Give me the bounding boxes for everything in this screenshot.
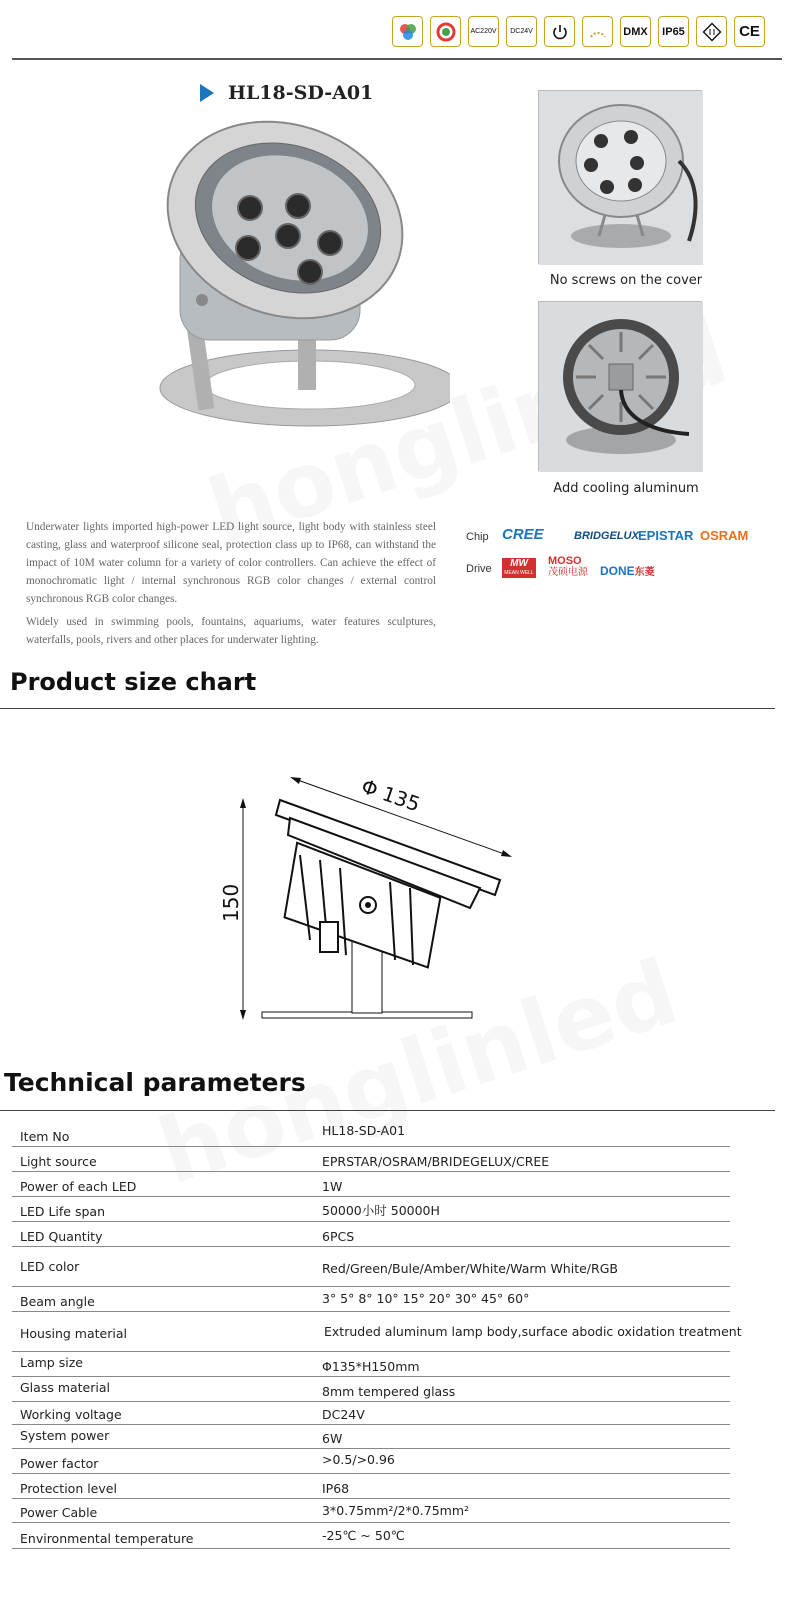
spec-value: >0.5/>0.96: [322, 1452, 395, 1467]
spec-value: 8mm tempered glass: [322, 1384, 456, 1399]
spec-label: Protection level: [20, 1481, 117, 1496]
table-row: [12, 1377, 730, 1402]
brand-meanwell-logo: MW: [510, 558, 528, 569]
brand-meanwell: [502, 558, 536, 578]
tech-title: Technical parameters: [4, 1068, 306, 1097]
table-row: [12, 1474, 730, 1499]
spec-value: 3*0.75mm²/2*0.75mm²: [322, 1503, 470, 1518]
spec-value: Φ135*H150mm: [322, 1359, 420, 1374]
brand-done-logo: DONE: [600, 564, 635, 578]
brand-moso: [548, 556, 588, 579]
spec-label: Glass material: [20, 1380, 110, 1395]
spec-value: 6PCS: [322, 1229, 355, 1244]
spec-label: Power Cable: [20, 1505, 98, 1520]
dimming-icon: [582, 16, 613, 47]
ce-icon: CE: [734, 16, 765, 47]
table-row: [12, 1287, 730, 1312]
product-model: HL18-SD-A01: [228, 82, 374, 104]
diameter-label: Φ 135: [358, 774, 424, 817]
ac220v-icon: [468, 16, 499, 47]
spec-label: Beam angle: [20, 1294, 95, 1309]
table-row: [12, 1247, 730, 1287]
spec-label: Environmental temperature: [20, 1531, 194, 1546]
table-row: [12, 1197, 730, 1222]
divider: [12, 58, 782, 60]
play-arrow-icon: [200, 84, 214, 102]
brand-moso-text: 茂硕电源: [548, 567, 588, 578]
spec-value: 6W: [322, 1431, 343, 1446]
power-icon: [544, 16, 575, 47]
ip65-icon: IP65: [658, 16, 689, 47]
height-label: 150: [219, 883, 243, 922]
spec-label: Working voltage: [20, 1407, 122, 1422]
drive-label: Drive: [466, 563, 492, 575]
spec-label: Light source: [20, 1154, 97, 1169]
description-paragraph: Widely used in swimming pools, fountains, aquariums, water features sculptures, waterfalls, pools, rivers and other places for underwater lighting.: [26, 616, 436, 646]
table-row: [12, 1222, 730, 1247]
brand-moso-logo: MOSO: [548, 555, 582, 567]
color-change-icon: [430, 16, 461, 47]
brand-epistar: EPISTAR: [638, 528, 694, 543]
table-row: [12, 1425, 730, 1449]
cooling-photo-image: [539, 302, 703, 472]
size-chart-title: Product size chart: [10, 668, 257, 696]
brand-meanwell-text: MEAN WELL: [504, 570, 534, 576]
table-row: [12, 1449, 730, 1474]
spec-label: LED Life span: [20, 1204, 105, 1219]
spec-label: Item No: [20, 1129, 70, 1144]
photo-cover: [538, 90, 702, 264]
description-paragraph: Underwater lights imported high-power LED light source, light body with stainless steel casting, glass and waterproof silicone seal, protection class up to IP68, can withstand the impact of 10M water column for a variety of color controllers. Can achieve the effect of monochromatic light / internal synchronous RGB color changes / external control synchronous RGB color changes.: [26, 521, 436, 605]
spec-label: Power factor: [20, 1456, 99, 1471]
spec-label: LED color: [20, 1259, 80, 1274]
brand-done-text: 东菱: [634, 567, 655, 578]
spec-value: EPRSTAR/OSRAM/BRIDEGELUX/CREE: [322, 1154, 550, 1169]
table-row: [12, 1147, 730, 1172]
dc24v-icon: [506, 16, 537, 47]
brand-done: [600, 563, 655, 578]
dimension-drawing: [200, 760, 560, 1040]
spec-value: Red/Green/Bule/Amber/White/Warm White/RGB: [322, 1261, 618, 1276]
table-row: [12, 1312, 742, 1352]
table-row: [12, 1499, 730, 1523]
spec-label: Power of each LED: [20, 1179, 137, 1194]
rgb-icon: [392, 16, 423, 47]
table-row: [12, 1523, 730, 1549]
spec-value: DC24V: [322, 1407, 365, 1422]
divider: [0, 708, 775, 709]
table-row: [12, 1402, 730, 1425]
brand-osram: OSRAM: [700, 528, 749, 543]
spec-label: LED Quantity: [20, 1229, 103, 1244]
table-row: [12, 1122, 730, 1147]
photo-cooling-caption: Add cooling aluminum: [553, 481, 699, 496]
divider: [0, 1110, 775, 1111]
ac220v-label: AC220V: [470, 28, 497, 35]
photo-cover-caption: No screws on the cover: [549, 273, 703, 288]
spec-value: 1W: [322, 1179, 343, 1194]
spec-value: IP68: [322, 1481, 350, 1496]
spec-value: 3° 5° 8° 10° 15° 20° 30° 45° 60°: [322, 1291, 530, 1306]
spec-label: Lamp size: [20, 1355, 83, 1370]
spec-value: 50000小时 50000H: [322, 1203, 440, 1218]
dmx-icon: DMX: [620, 16, 651, 47]
table-row: [12, 1352, 730, 1377]
spec-label: Housing material: [20, 1326, 127, 1341]
dc24v-label: DC24V: [510, 28, 533, 35]
spec-label: System power: [20, 1428, 110, 1443]
cover-photo-image: [539, 91, 703, 265]
class-icon: [696, 16, 727, 47]
photo-cooling: [538, 301, 702, 471]
spec-value: -25℃ ~ 50℃: [322, 1528, 405, 1543]
product-image: [150, 120, 450, 460]
feature-icon-bar: [392, 16, 784, 48]
chip-label: Chip: [466, 531, 489, 543]
spec-value: Extruded aluminum lamp body,surface abodic oxidation treatment: [324, 1324, 742, 1339]
table-row: [12, 1172, 730, 1197]
brand-cree: CREE: [502, 526, 544, 543]
spec-value: HL18-SD-A01: [322, 1123, 406, 1138]
brand-bridgelux: BRIDGELUX: [574, 530, 639, 542]
product-title: [200, 82, 373, 104]
